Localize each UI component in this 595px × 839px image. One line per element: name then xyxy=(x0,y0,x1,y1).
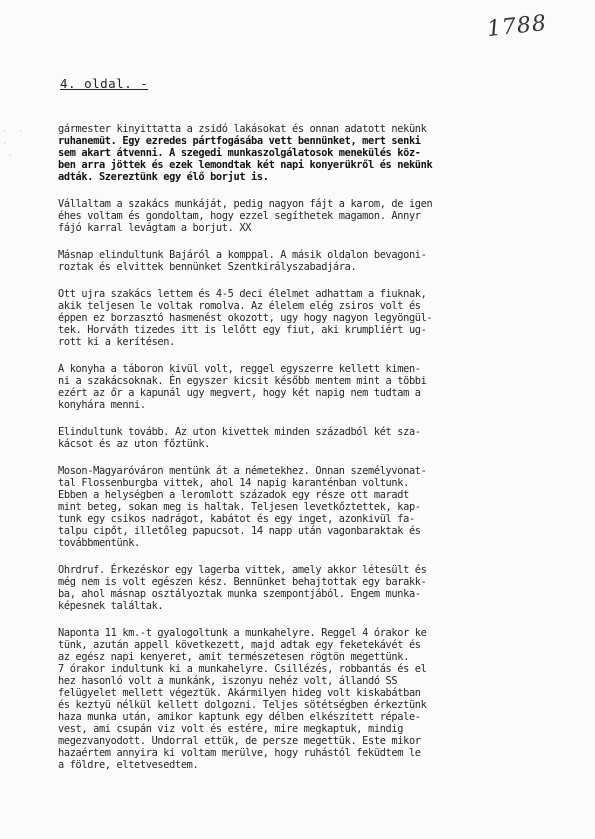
text-line: Ott ujra szakács lettem és 4-5 deci élelmet adhattam a fiuknak, xyxy=(58,288,427,300)
text-line: hazaértem annyira ki voltam merülve, hogy ruhástól feküdtem le xyxy=(58,747,421,759)
text-line: ben arra jöttek és ezek lemondtak két napi konyerükről és nekünk xyxy=(58,159,433,171)
text-line: képesnek találtak. xyxy=(58,600,164,612)
text-line: megezvanyodott. Undorral ettük, de persze megettük. Este mikor xyxy=(58,735,421,747)
text-line: sem akart átvenni. A szegedi munkaszolgálatosok menekülés köz- xyxy=(58,147,421,159)
text-line: 7 órakor indultunk ki a munkahelyre. Csillézés, robbantás és el xyxy=(58,663,427,675)
text-line: Elindultunk tovább. Az uton kivettek minden századból két sza- xyxy=(58,426,421,438)
text-line: ezért az őr a kapunál ugy megvert, hogy két napig nem tudtam a xyxy=(58,387,421,399)
handwritten-page-number: 1788 xyxy=(485,10,549,43)
text-line: még nem is volt egészen kész. Bennünket behajtottak egy barakk- xyxy=(58,576,427,588)
text-line: vest, ami csupán viz volt és estére, mire megkaptuk, mindig xyxy=(58,723,404,735)
document-body xyxy=(58,123,528,771)
text-line: mint beteg, sokan meg is haltak. Teljesen levetkőztettek, kap- xyxy=(58,501,421,513)
text-line: és keztyü nélkül kellett dolgozni. Teljes sötétségben érkeztünk xyxy=(58,699,427,711)
page-label: 4. oldal. - xyxy=(60,76,149,91)
text-line: felügyelet mellett végeztük. Akármilyen hideg volt kiskabátban xyxy=(58,687,421,699)
text-line: akik teljesen le voltak romolva. Az élelem elég zsiros volt és xyxy=(58,300,421,312)
text-line: Naponta 11 km.-t gyalogoltunk a munkahelyre. Reggel 4 órakor ke xyxy=(58,627,427,639)
text-line: hez hasonló volt a munkánk, iszonyu nehéz volt, állandó SS xyxy=(58,675,398,687)
paragraph-4 xyxy=(58,288,528,348)
margin-bleed-marks: · · · · xyxy=(2,127,24,161)
text-line: A konyha a táboron kivül volt, reggel egyszerre kellett kimen- xyxy=(58,363,421,375)
text-line: ba, ahol másnap osztályoztak munka szempontjából. Engem munka- xyxy=(58,588,421,600)
paragraph-2 xyxy=(58,198,528,234)
text-line: Moson-Magyaróváron mentünk át a németekhez. Onnan személyvonat- xyxy=(58,465,427,477)
text-line: az egész napi kenyeret, amit természetesen rögtön megettünk. xyxy=(58,651,409,663)
text-line: éhes voltam és gondoltam, hogy ezzel segíthetek magamon. Annyr xyxy=(58,210,421,222)
text-line: talpu cipőt, illetőleg papucsot. 14 napp után vagonbaraktak és xyxy=(58,525,421,537)
text-line: ni a szakácsoknak. Én egyszer kicsit később mentem mint a többi xyxy=(58,375,427,387)
text-line: konyhára menni. xyxy=(58,399,146,411)
text-line: fájó karral levágtam a borjut. XX xyxy=(58,222,252,234)
text-line: éppen ez borzasztó hasmenést okozott, ugy hogy nagyon legyöngül- xyxy=(58,312,433,324)
text-line: rott ki a kerítésen. xyxy=(58,336,175,348)
text-line: adták. Szereztünk egy élő borjut is. xyxy=(58,171,269,183)
text-line: ruhanemüt. Egy ezredes pártfogásába vett bennünket, mert senki xyxy=(58,135,421,147)
text-line: Ebben a helységben a leromlott századok egy része ott maradt xyxy=(58,489,409,501)
text-line: Vállaltam a szakács munkáját, pedig nagyon fájt a karom, de igen xyxy=(58,198,433,210)
text-line: tünk, azután appell következett, majd adtak egy feketekávét és xyxy=(58,639,421,651)
text-line: tunk egy csikos nadrágot, kabátot és egy inget, azonkivül fa- xyxy=(58,513,415,525)
paragraph-8 xyxy=(58,564,528,612)
text-line: Másnap elindultunk Bajáról a komppal. A másik oldalon bevagoni- xyxy=(58,249,427,261)
text-line: haza munka után, amikor kaptunk egy délben elkészített répale- xyxy=(58,711,421,723)
paragraph-7 xyxy=(58,465,528,549)
text-line: tal Flossenburgba vittek, ahol 14 napig karanténban voltunk. xyxy=(58,477,409,489)
paragraph-9 xyxy=(58,627,528,771)
text-line: tek. Horváth tizedes itt is lelőtt egy fiut, aki krumpliért ug- xyxy=(58,324,427,336)
text-line: továbbmentünk. xyxy=(58,537,140,549)
paragraph-3 xyxy=(58,249,528,273)
paragraph-1 xyxy=(58,123,528,183)
paragraph-6 xyxy=(58,426,528,450)
text-line: Ohrdruf. Érkezéskor egy lagerba vittek, amely akkor létesült és xyxy=(58,564,427,576)
paragraph-5 xyxy=(58,363,528,411)
text-line: a földre, eltetvesedtem. xyxy=(58,759,199,771)
text-line: kácsot és az uton főztünk. xyxy=(58,438,211,450)
text-line: gármester kinyittatta a zsidó lakásokat és onnan adatott nekünk xyxy=(58,123,427,135)
text-line: roztak és elvittek bennünket Szentkirályszabadjára. xyxy=(58,261,357,273)
